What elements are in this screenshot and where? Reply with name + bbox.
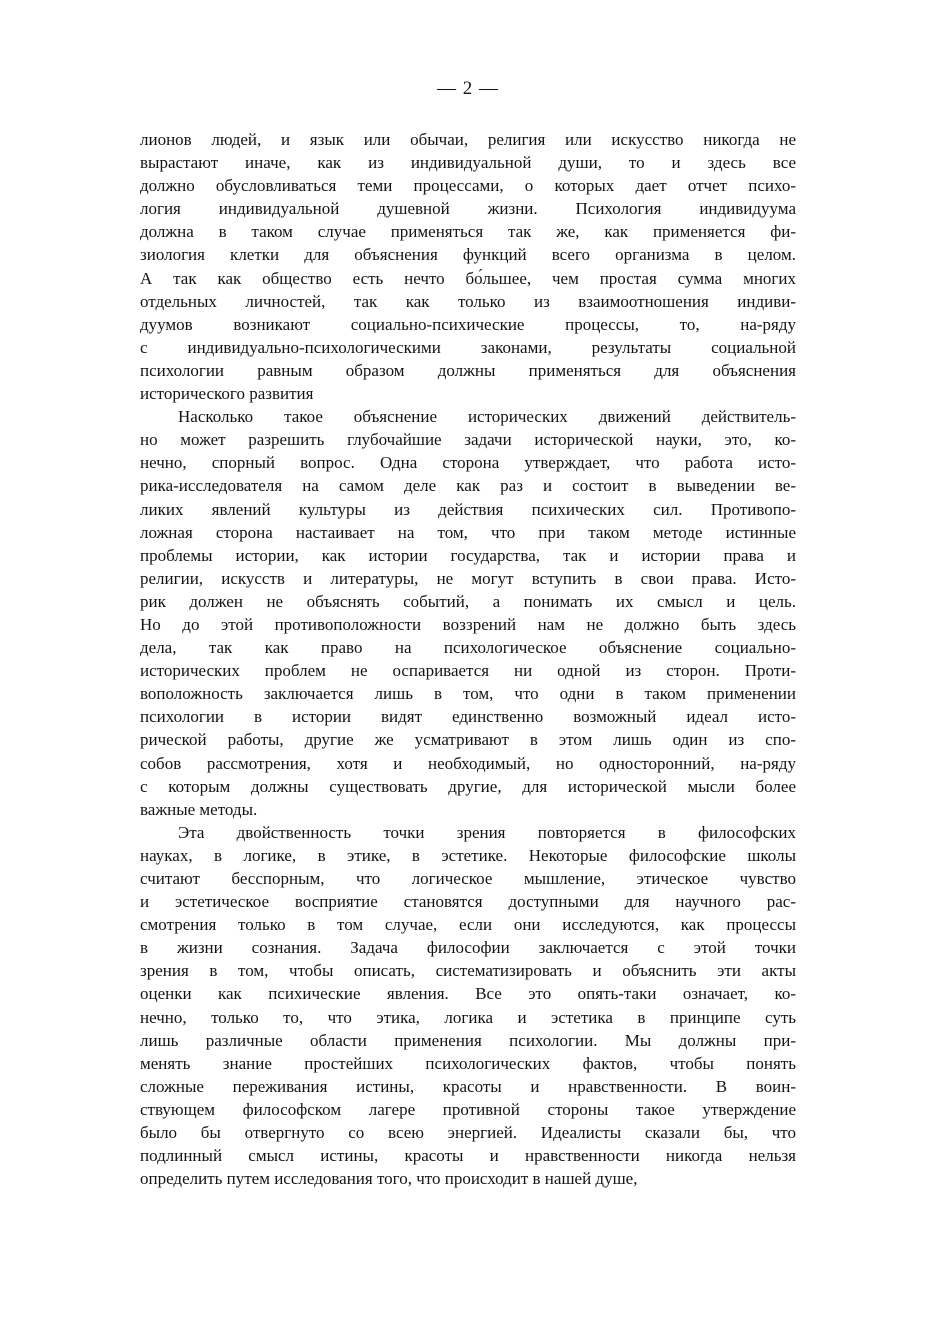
text-line: менять знание простейших психологических фактов, чтобы понять [140,1053,796,1073]
text-line: психологии равным образом должны применяться для объяснения [140,360,796,380]
text-line: важные методы. [140,799,258,819]
text-line: определить путем исследования того, что происходит в нашей душе, [140,1169,638,1189]
text-line: подлинный смысл истины, красоты и нравственности никогда нельзя [140,1146,796,1166]
text-line: логия индивидуальной душевной жизни. Психология индивидуума [140,199,796,219]
text-line: зиология клетки для объяснения функций всего организма в целом. [140,245,796,265]
text-line: зрения в том, чтобы описать, систематизировать и объяснить эти акты [140,961,796,981]
text-line: и эстетическое восприятие становятся доступными для научного рас- [140,892,796,912]
text-line: рика-исследователя на самом деле как раз и состоит в выведении ве- [140,476,796,496]
text-line: психологии в истории видят единственно возможный идеал исто- [140,707,796,727]
text-line: Насколько такое объяснение исторических движений действитель- [178,407,796,427]
text-line: воположность заключается лишь в том, что одни в таком применении [140,684,796,704]
text-line: считают бесспорным, что логическое мышление, этическое чувство [140,869,796,888]
text-line: ствующем философском лагере противной стороны такое утверждение [140,1099,796,1119]
text-line: религии, искусств и литературы, не могут вступить в свои права. Исто- [140,568,796,588]
text-line: сложные переживания истины, красоты и нравственности. В воин- [140,1076,796,1096]
text-line: должно обусловливаться теми процессами, о которых дает отчет психо- [140,176,796,196]
text-line: с которым должны существовать другие, для исторической мысли более [140,776,796,796]
text-line: А так как общество есть нечто бо́льшее, чем простая сумма многих [140,268,796,288]
text-line: проблемы истории, как истории государства, так и истории права и [140,545,796,565]
text-line: но может разрешить глубочайшие задачи исторической науки, это, ко- [140,430,796,450]
text-line: исторического развития [140,384,314,404]
text-line: ложная сторона настаивает на том, что при таком методе истинные [140,522,796,542]
text-line: рической работы, другие же усматривают в этом лишь один из спо- [140,730,796,750]
text-line: нечно, только то, что этика, логика и эстетика в принципе суть [140,1007,796,1027]
text-line: собов рассмотрения, хотя и необходимый, но односторонний, на-ряду [140,753,796,773]
text-line: Но до этой противоположности воззрений нам не должно быть здесь [140,614,796,634]
text-line: нечно, спорный вопрос. Одна сторона утверждает, что работа исто- [140,453,796,473]
text-line: науках, в логике, в этике, в эстетике. Некоторые философские школы [140,845,796,865]
text-line: рик должен не объяснять событий, а понимать их смысл и цель. [140,591,796,611]
text-line: исторических проблем не оспаривается ни одной из сторон. Проти- [140,661,796,681]
text-line: смотрения только в том случае, если они исследуются, как процессы [140,915,796,935]
body-text [140,128,796,1190]
text-line: отдельных личностей, так как только из взаимоотношения индиви- [140,291,796,311]
text-line: лишь различные области применения психологии. Мы должны при- [140,1030,796,1050]
text-line: в жизни сознания. Задача философии заключается с этой точки [140,938,796,958]
text-line: было бы отвергнуто со всею энергией. Идеалисты сказали бы, что [140,1123,796,1143]
page-number: — 2 — [437,78,499,99]
text-line: дуумов возникают социально-психические процессы, то, на-ряду [140,314,796,334]
paragraph [140,405,796,821]
text-line: ликих явлений культуры из действия психических сил. Противопо- [140,499,796,519]
paragraph [140,128,796,405]
text-line: Эта двойственность точки зрения повторяется в философских [178,822,796,842]
text-line: должна в таком случае применяться так же, как применяется фи- [140,222,796,242]
text-line: вырастают иначе, как из индивидуальной души, то и здесь все [140,153,796,173]
paragraph [140,821,796,1191]
text-line: дела, так как право на психологическое объяснение социально- [140,638,796,658]
text-line: с индивидуально-психологическими законами, результаты социальной [140,337,796,357]
text-line: оценки как психические явления. Все это опять-таки означает, ко- [140,984,796,1004]
text-line: лионов людей, и язык или обычаи, религия или искусство никогда не [140,130,796,149]
